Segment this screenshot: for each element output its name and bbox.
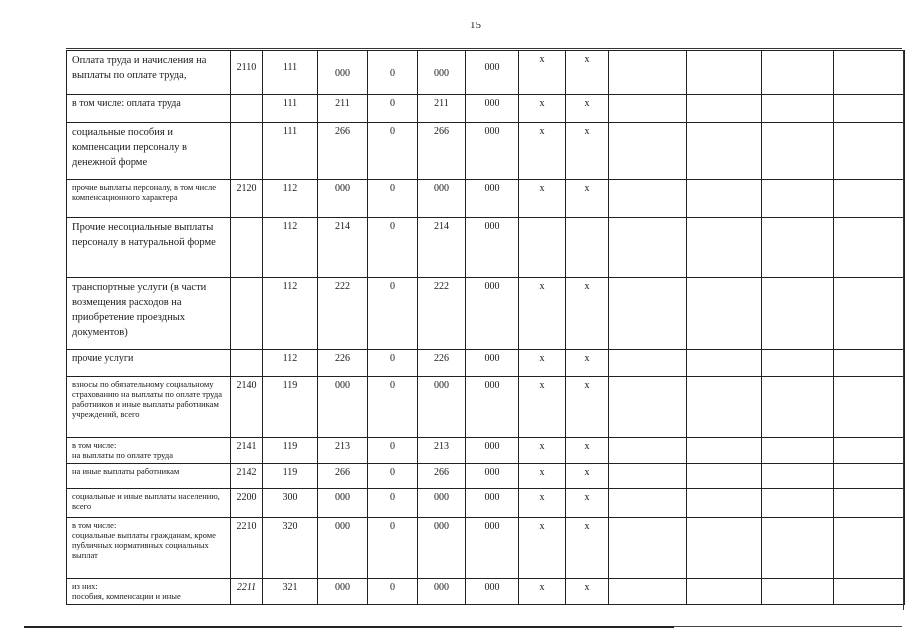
empty-cell <box>609 123 687 180</box>
row-kosgu: 000 <box>318 377 368 438</box>
row-code: 2210 <box>231 518 263 579</box>
row-col6: 000 <box>466 579 519 605</box>
row-col7: x <box>519 438 566 464</box>
empty-cell <box>834 51 905 95</box>
row-col4: 0 <box>368 518 418 579</box>
row-code: 2142 <box>231 464 263 489</box>
row-col8 <box>566 218 609 278</box>
row-kvr: 119 <box>263 377 318 438</box>
table-row <box>67 350 905 377</box>
empty-cell <box>762 489 834 518</box>
empty-cell <box>762 438 834 464</box>
row-name: прочие услуги <box>67 350 231 377</box>
table-right-edge <box>903 50 904 610</box>
empty-cell <box>687 518 762 579</box>
row-col5: 213 <box>418 438 466 464</box>
row-kvr: 300 <box>263 489 318 518</box>
empty-cell <box>687 579 762 605</box>
empty-cell <box>609 218 687 278</box>
row-code <box>231 95 263 123</box>
row-col8: x <box>566 278 609 350</box>
row-col4: 0 <box>368 377 418 438</box>
row-col6: 000 <box>466 518 519 579</box>
empty-cell <box>609 438 687 464</box>
row-name: социальные пособия и компенсации персоналу в денежной форме <box>67 123 231 180</box>
row-kvr: 119 <box>263 438 318 464</box>
empty-cell <box>762 51 834 95</box>
table-row <box>67 518 905 579</box>
row-col8: x <box>566 51 609 95</box>
row-kosgu: 000 <box>318 518 368 579</box>
empty-cell <box>609 489 687 518</box>
row-col8: x <box>566 518 609 579</box>
row-col6: 000 <box>466 377 519 438</box>
row-col4: 0 <box>368 438 418 464</box>
empty-cell <box>834 438 905 464</box>
row-col7: x <box>519 350 566 377</box>
empty-cell <box>834 180 905 218</box>
row-col7: x <box>519 579 566 605</box>
table-row <box>67 278 905 350</box>
row-name: транспортные услуги (в части возмещения расходов на приобретение проездных документов) <box>67 278 231 350</box>
row-kosgu: 222 <box>318 278 368 350</box>
row-col6: 000 <box>466 278 519 350</box>
row-col7: x <box>519 464 566 489</box>
row-code <box>231 123 263 180</box>
row-col4: 0 <box>368 350 418 377</box>
row-kvr: 320 <box>263 518 318 579</box>
empty-cell <box>834 489 905 518</box>
row-col5: 000 <box>418 489 466 518</box>
top-rule <box>66 48 902 49</box>
row-col7: x <box>519 489 566 518</box>
empty-cell <box>687 95 762 123</box>
row-code: 2110 <box>231 51 263 95</box>
row-name: в том числе: социальные выплаты гражданам, кроме публичных нормативных социальных выплат <box>67 518 231 579</box>
row-col6: 000 <box>466 95 519 123</box>
row-col8: x <box>566 350 609 377</box>
row-col5: 222 <box>418 278 466 350</box>
row-col8: x <box>566 464 609 489</box>
row-col6: 000 <box>466 438 519 464</box>
row-kosgu: 211 <box>318 95 368 123</box>
empty-cell <box>762 377 834 438</box>
row-kvr: 321 <box>263 579 318 605</box>
row-kvr: 119 <box>263 464 318 489</box>
row-col6: 000 <box>466 464 519 489</box>
row-code: 2141 <box>231 438 263 464</box>
table-row <box>67 489 905 518</box>
row-kvr: 112 <box>263 218 318 278</box>
empty-cell <box>834 579 905 605</box>
empty-cell <box>834 350 905 377</box>
row-col8: x <box>566 438 609 464</box>
row-kosgu: 000 <box>318 579 368 605</box>
empty-cell <box>687 123 762 180</box>
row-col7: x <box>519 377 566 438</box>
row-kosgu: 266 <box>318 123 368 180</box>
row-kosgu: 214 <box>318 218 368 278</box>
row-kosgu: 000 <box>318 489 368 518</box>
row-kosgu: 000 <box>318 51 368 95</box>
row-col5: 266 <box>418 123 466 180</box>
row-col5: 214 <box>418 218 466 278</box>
empty-cell <box>834 218 905 278</box>
row-name: взносы по обязательному социальному страхованию на выплаты по оплате труда работников и иные выплаты работникам учреждений, всего <box>67 377 231 438</box>
row-name: в том числе: на выплаты по оплате труда <box>67 438 231 464</box>
empty-cell <box>609 579 687 605</box>
empty-cell <box>762 579 834 605</box>
row-col7: x <box>519 518 566 579</box>
row-kvr: 111 <box>263 95 318 123</box>
table-row <box>67 579 905 605</box>
row-col7: x <box>519 51 566 95</box>
row-col4: 0 <box>368 218 418 278</box>
page-number: 15 <box>470 22 481 31</box>
empty-cell <box>687 377 762 438</box>
row-col7 <box>519 218 566 278</box>
empty-cell <box>609 377 687 438</box>
row-kvr: 112 <box>263 350 318 377</box>
empty-cell <box>609 51 687 95</box>
row-col6: 000 <box>466 489 519 518</box>
empty-cell <box>609 278 687 350</box>
row-kvr: 111 <box>263 51 318 95</box>
row-col5: 226 <box>418 350 466 377</box>
row-col8: x <box>566 579 609 605</box>
row-col5: 000 <box>418 51 466 95</box>
row-col6: 000 <box>466 180 519 218</box>
row-code: 2200 <box>231 489 263 518</box>
row-col5: 000 <box>418 377 466 438</box>
row-kosgu: 226 <box>318 350 368 377</box>
table-row <box>67 51 905 95</box>
empty-cell <box>609 518 687 579</box>
row-col4: 0 <box>368 95 418 123</box>
row-name: прочие выплаты персоналу, в том числе компенсационного характера <box>67 180 231 218</box>
row-kvr: 111 <box>263 123 318 180</box>
empty-cell <box>687 464 762 489</box>
row-code: 2120 <box>231 180 263 218</box>
empty-cell <box>762 518 834 579</box>
empty-cell <box>687 180 762 218</box>
row-kosgu: 266 <box>318 464 368 489</box>
row-kvr: 112 <box>263 278 318 350</box>
row-col8: x <box>566 95 609 123</box>
row-col7: x <box>519 95 566 123</box>
row-name: Оплата труда и начисления на выплаты по оплате труда, <box>67 51 231 95</box>
empty-cell <box>687 218 762 278</box>
empty-cell <box>762 278 834 350</box>
row-kosgu: 000 <box>318 180 368 218</box>
row-col7: x <box>519 123 566 180</box>
table-row <box>67 377 905 438</box>
empty-cell <box>834 518 905 579</box>
row-col4: 0 <box>368 123 418 180</box>
row-col7: x <box>519 278 566 350</box>
row-col8: x <box>566 123 609 180</box>
table-row <box>67 123 905 180</box>
row-col4: 0 <box>368 464 418 489</box>
table-row <box>67 218 905 278</box>
row-col4: 0 <box>368 51 418 95</box>
row-name: Прочие несоциальные выплаты персоналу в натуральной форме <box>67 218 231 278</box>
row-col4: 0 <box>368 278 418 350</box>
empty-cell <box>762 350 834 377</box>
row-col5: 000 <box>418 180 466 218</box>
empty-cell <box>762 180 834 218</box>
empty-cell <box>762 464 834 489</box>
row-col6: 000 <box>466 123 519 180</box>
row-col5: 000 <box>418 518 466 579</box>
empty-cell <box>609 350 687 377</box>
row-col4: 0 <box>368 489 418 518</box>
row-col5: 266 <box>418 464 466 489</box>
empty-cell <box>834 278 905 350</box>
row-col5: 000 <box>418 579 466 605</box>
bottom-rule-thick <box>24 626 674 628</box>
row-kosgu: 213 <box>318 438 368 464</box>
empty-cell <box>834 377 905 438</box>
empty-cell <box>687 51 762 95</box>
empty-cell <box>834 464 905 489</box>
row-code: 2140 <box>231 377 263 438</box>
row-col7: x <box>519 180 566 218</box>
table-row <box>67 464 905 489</box>
row-col8: x <box>566 489 609 518</box>
row-col4: 0 <box>368 180 418 218</box>
empty-cell <box>762 123 834 180</box>
budget-table <box>66 50 905 605</box>
table-row <box>67 438 905 464</box>
empty-cell <box>687 350 762 377</box>
row-col5: 211 <box>418 95 466 123</box>
empty-cell <box>762 218 834 278</box>
row-name: в том числе: оплата труда <box>67 95 231 123</box>
empty-cell <box>609 95 687 123</box>
row-code: 2211 <box>231 579 263 605</box>
row-col6: 000 <box>466 350 519 377</box>
empty-cell <box>834 95 905 123</box>
row-code <box>231 278 263 350</box>
row-col6: 000 <box>466 51 519 95</box>
table-row <box>67 180 905 218</box>
row-col8: x <box>566 180 609 218</box>
row-col4: 0 <box>368 579 418 605</box>
row-name: социальные и иные выплаты населению, всего <box>67 489 231 518</box>
row-code <box>231 218 263 278</box>
empty-cell <box>687 278 762 350</box>
empty-cell <box>687 438 762 464</box>
empty-cell <box>609 464 687 489</box>
row-kvr: 112 <box>263 180 318 218</box>
row-name: из них: пособия, компенсации и иные <box>67 579 231 605</box>
empty-cell <box>687 489 762 518</box>
empty-cell <box>834 123 905 180</box>
row-code <box>231 350 263 377</box>
table-row <box>67 95 905 123</box>
empty-cell <box>762 95 834 123</box>
row-name: на иные выплаты работникам <box>67 464 231 489</box>
row-col8: x <box>566 377 609 438</box>
row-col6: 000 <box>466 218 519 278</box>
empty-cell <box>609 180 687 218</box>
